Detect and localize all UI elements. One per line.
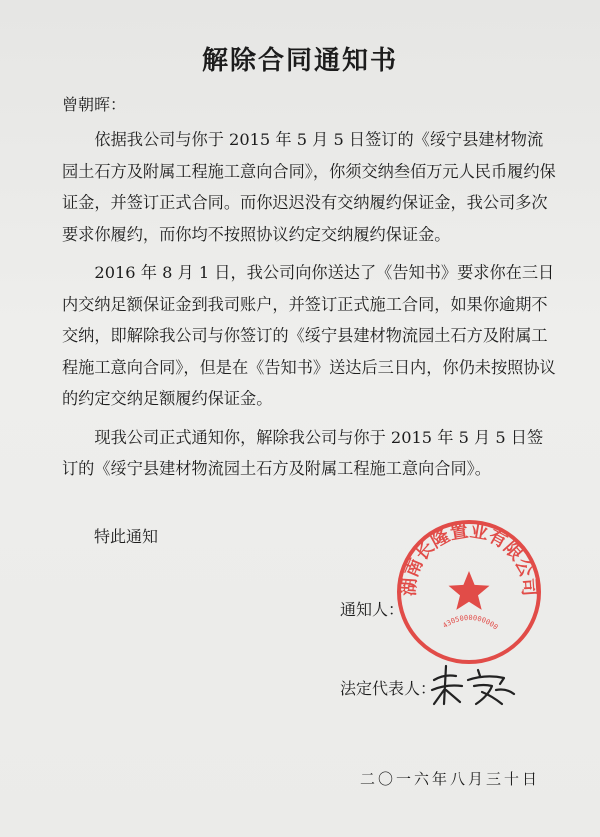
document-title: 解除合同通知书 (201, 46, 398, 76)
paragraph: 2016 年 8 月 1 日，我公司向你送达了《告知书》要求你在三日内交纳足额保证金到我司账户，并签订正式施工合同，如果你逾期不交纳，即解除我公司与你签订的《绥宁县建材物流园土石方及附属工程施工意向合同》，但是在《告知书》送达后三日内，你仍未按照协议的约定交纳足额履约保证金。 (62, 263, 556, 408)
issue-date: 二〇一六年八月三十日 (360, 770, 541, 788)
document-body (62, 124, 556, 492)
company-seal-stamp (394, 517, 544, 667)
seal-star-icon (449, 571, 490, 610)
seal-name-text: 湖南长隆置业有限公司 (398, 520, 540, 597)
paragraph: 依据我公司与你于 2015 年 5 月 5 日签订的《绥宁县建材物流园土石方及附属工程施工意向合同》，你须交纳叁佰万元人民币履约保证金，并签订正式合同。而你迟迟没有交纳履约保证金，我公司多次要求你履约，而你均不按照协议约定交纳履约保证金。 (62, 130, 556, 244)
notifier-label: 通知人： (340, 600, 405, 619)
paragraph: 现我公司正式通知你，解除我公司与你于 2015 年 5 月 5 日签订的《绥宁县建材物流园土石方及附属工程施工意向合同》。 (62, 427, 544, 478)
legal-representative-label: 法定代表人： (340, 679, 437, 698)
seal-serial-text: 4305000000000 (441, 613, 500, 632)
closing-remark: 特此通知 (94, 527, 159, 546)
salutation: 曾朝晖： (62, 95, 127, 114)
handwritten-signature (426, 660, 526, 710)
